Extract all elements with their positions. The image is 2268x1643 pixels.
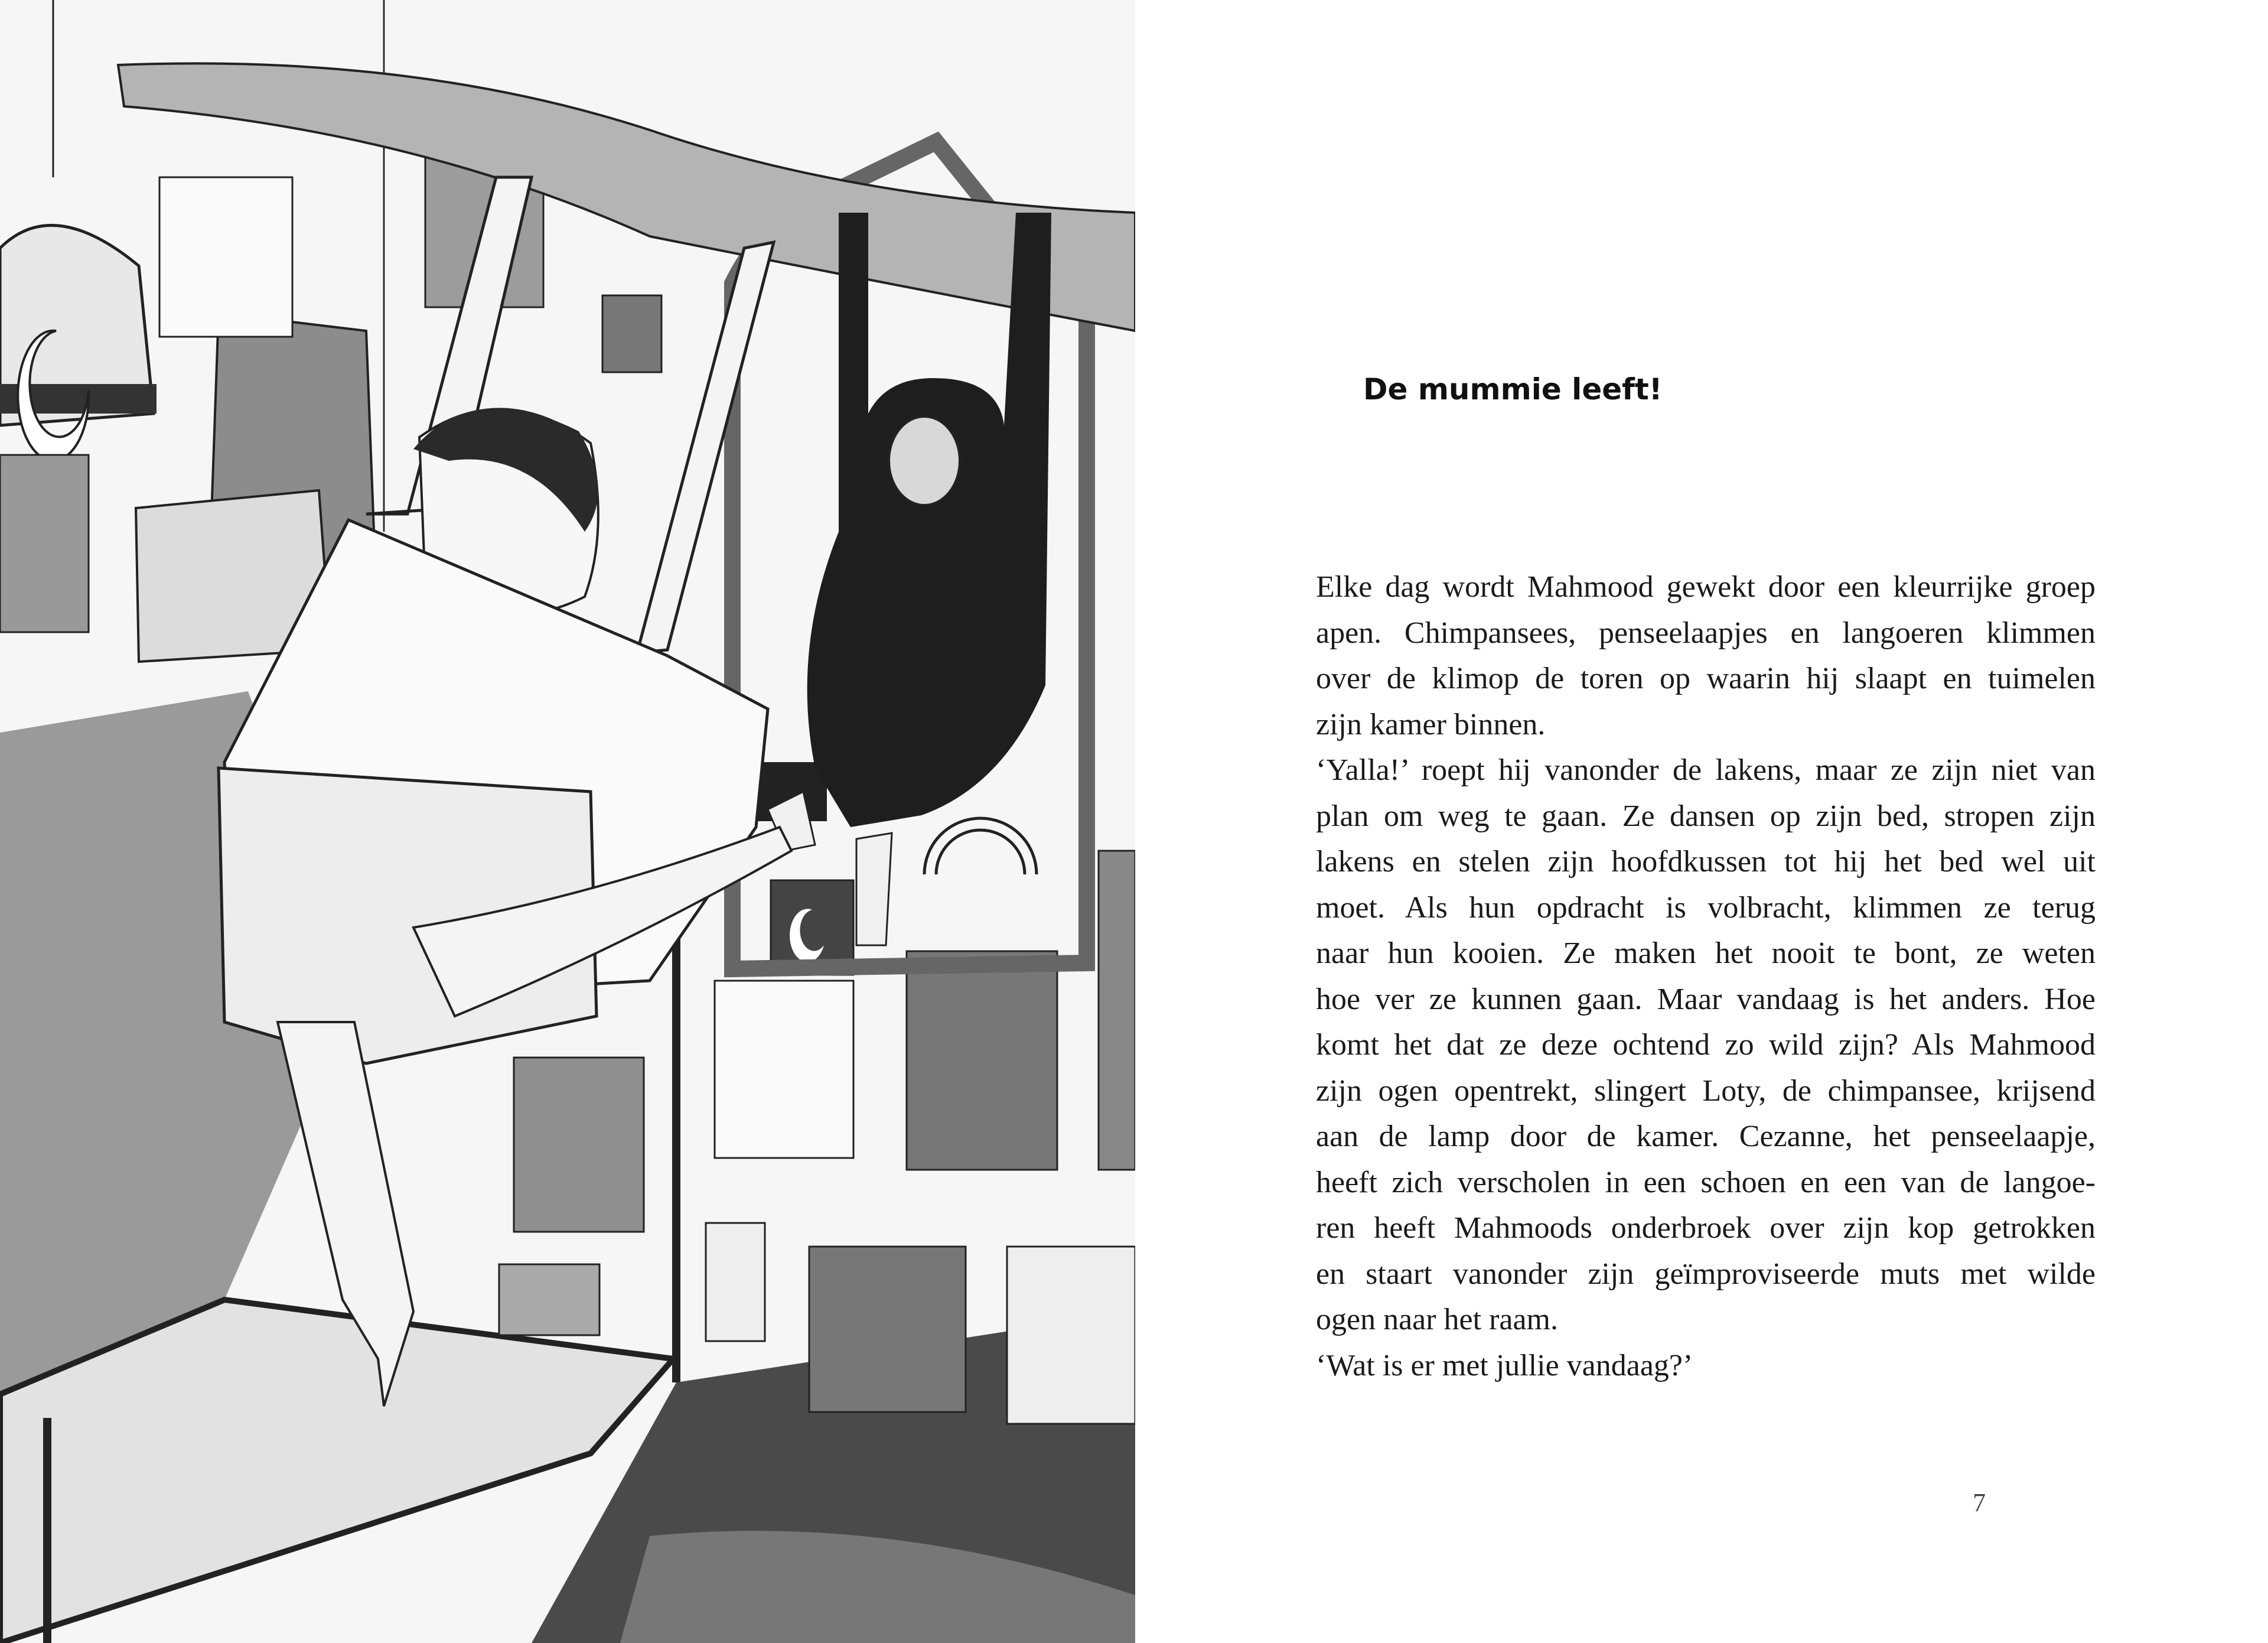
text-line: naar hun kooien. Ze maken het nooit te bont, ze weten [1316, 936, 2096, 970]
text-line: aan de lamp door de kamer. Cezanne, het penseelaapje, [1316, 1120, 2096, 1153]
body-text [1316, 564, 2096, 1388]
text-line: zijn kamer binnen. [1316, 707, 1546, 741]
page-number: 7 [1973, 1488, 1986, 1517]
chapter-title: De mummie leeft! [1363, 372, 1663, 406]
text-line: ogen naar het raam. [1316, 1303, 1559, 1336]
text-line: hoe ver ze kunnen gaan. Maar vandaag is het anders. Hoe [1316, 982, 2096, 1016]
text-line: moet. Als hun opdracht is volbracht, klimmen ze terug [1316, 890, 2096, 925]
text-line: plan om weg te gaan. Ze dansen op zijn bed, stropen zijn [1316, 799, 2096, 833]
text-line: Elke dag wordt Mahmood gewekt door een kleurrijke groep [1316, 570, 2096, 604]
text-line: lakens en stelen zijn hoofdkussen tot hij het bed wel uit [1316, 845, 2096, 879]
text-line: ren heeft Mahmoods onderbroek over zijn kop getrokken [1316, 1211, 2096, 1245]
text-page [1135, 0, 2268, 1643]
text-line: apen. Chimpansees, penseelaapjes en langoeren klimmen [1316, 616, 2096, 650]
text-line: ‘Yalla!’ roept hij vanonder de lakens, maar ze zijn niet van [1316, 753, 2096, 787]
text-line: komt het dat ze deze ochtend zo wild zijn? Als Mahmood [1316, 1028, 2096, 1062]
text-line: over de klimop de toren op waarin hij slaapt en tuimelen [1316, 662, 2096, 695]
text-line: ‘Wat is er met jullie vandaag?’ [1316, 1348, 1693, 1382]
text-line: zijn ogen opentrekt, slingert Loty, de chimpansee, krijsend [1316, 1073, 2096, 1108]
text-line: en staart vanonder zijn geïmproviseerde muts met wilde [1316, 1257, 2096, 1291]
text-line: heeft zich verscholen in een schoen en een van de langoe- [1316, 1165, 2096, 1199]
